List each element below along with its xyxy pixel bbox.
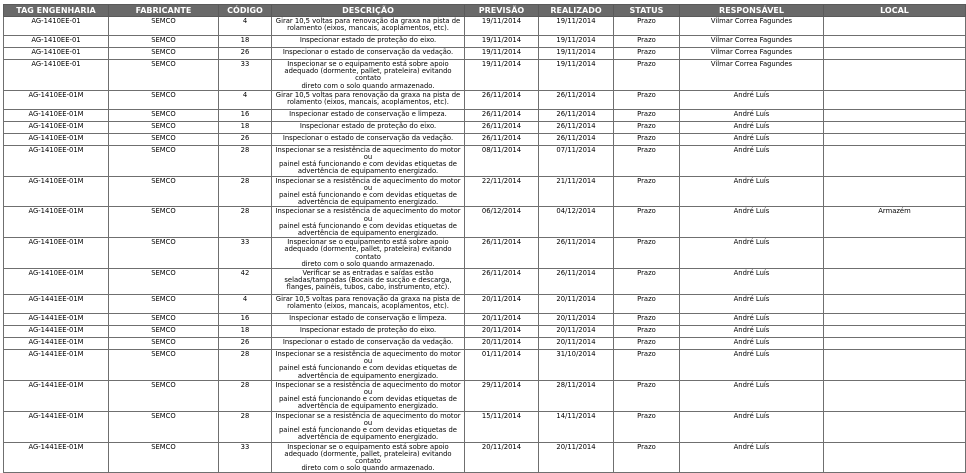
cell-fabricante: SEMCO	[109, 338, 219, 350]
cell-descricao	[272, 90, 465, 109]
description-line: advertência de equipamento energizado.	[297, 402, 439, 411]
cell-status: Prazo	[614, 269, 680, 295]
table-row[interactable]	[4, 48, 966, 60]
cell-status: Prazo	[614, 314, 680, 326]
cell-realizado: 31/10/2014	[539, 350, 614, 381]
description-line: seladas/tampadas (Bocais de sucção e descarga,	[284, 276, 452, 285]
table-row[interactable]	[4, 207, 966, 238]
cell-tag: AG-1410EE-01M	[4, 121, 109, 133]
description-line: painel está funcionando e com devidas etiquetas de	[278, 395, 457, 404]
description-line: adequado (dormente, pallet, prateleira) evitando contato	[284, 245, 452, 261]
cell-status: Prazo	[614, 145, 680, 176]
table-row[interactable]	[4, 442, 966, 473]
cell-descricao	[272, 269, 465, 295]
cell-tag: AG-1441EE-01M	[4, 380, 109, 411]
cell-descricao	[272, 60, 465, 91]
cell-responsavel: André Luís	[680, 295, 824, 314]
cell-local	[824, 314, 966, 326]
table-row[interactable]	[4, 109, 966, 121]
description-line: rolamento (eixos, mancais, acoplamentos, etc).	[287, 24, 449, 33]
cell-previsao: 20/11/2014	[465, 442, 539, 473]
cell-responsavel: André Luís	[680, 350, 824, 381]
cell-previsao: 26/11/2014	[465, 109, 539, 121]
description-line: painel está funcionando e com devidas etiquetas de	[278, 364, 457, 373]
maintenance-table-container	[3, 4, 966, 473]
cell-responsavel: André Luís	[680, 411, 824, 442]
description-line: Girar 10,5 voltas para renovação da graxa na pista de	[275, 295, 461, 304]
cell-fabricante: SEMCO	[109, 121, 219, 133]
cell-realizado: 26/11/2014	[539, 269, 614, 295]
description-line: advertência de equipamento energizado.	[297, 371, 439, 380]
cell-previsao: 19/11/2014	[465, 48, 539, 60]
description-line: Inspecionar se o equipamento está sobre apoio	[287, 442, 449, 451]
table-row[interactable]	[4, 350, 966, 381]
cell-responsavel: André Luís	[680, 207, 824, 238]
cell-previsao: 29/11/2014	[465, 380, 539, 411]
cell-descricao	[272, 207, 465, 238]
table-row[interactable]	[4, 90, 966, 109]
cell-descricao	[272, 36, 465, 48]
cell-local	[824, 48, 966, 60]
table-row[interactable]	[4, 17, 966, 36]
cell-local	[824, 326, 966, 338]
description-line: Inspecionar o estado de conservação da vedação.	[282, 338, 454, 347]
cell-descricao	[272, 176, 465, 207]
column-header-fabricante[interactable]: FABRICANTE	[109, 5, 219, 17]
cell-previsao: 19/11/2014	[465, 17, 539, 36]
cell-realizado: 19/11/2014	[539, 48, 614, 60]
cell-local	[824, 176, 966, 207]
cell-codigo: 4	[219, 90, 272, 109]
description-line: Inspecionar se a resistência de aquecimento do motor ou	[275, 176, 461, 192]
cell-responsavel: André Luís	[680, 145, 824, 176]
cell-previsao: 15/11/2014	[465, 411, 539, 442]
description-line: painel está funcionando e com devidas etiquetas de	[278, 191, 457, 200]
cell-responsavel: André Luís	[680, 133, 824, 145]
cell-fabricante: SEMCO	[109, 17, 219, 36]
description-line: painel está funcionando e com devidas etiquetas de	[278, 160, 457, 169]
table-row[interactable]	[4, 295, 966, 314]
table-row[interactable]	[4, 238, 966, 269]
cell-realizado: 20/11/2014	[539, 442, 614, 473]
column-header-realizado[interactable]: REALIZADO	[539, 5, 614, 17]
cell-codigo: 28	[219, 411, 272, 442]
cell-codigo: 26	[219, 133, 272, 145]
cell-descricao	[272, 109, 465, 121]
cell-descricao	[272, 295, 465, 314]
cell-realizado: 28/11/2014	[539, 380, 614, 411]
cell-fabricante: SEMCO	[109, 145, 219, 176]
cell-previsao: 20/11/2014	[465, 326, 539, 338]
cell-realizado: 19/11/2014	[539, 17, 614, 36]
cell-codigo: 42	[219, 269, 272, 295]
cell-tag: AG-1410EE-01	[4, 48, 109, 60]
cell-responsavel: André Luís	[680, 109, 824, 121]
cell-status: Prazo	[614, 238, 680, 269]
cell-tag: AG-1410EE-01M	[4, 207, 109, 238]
cell-realizado: 26/11/2014	[539, 238, 614, 269]
cell-tag: AG-1441EE-01M	[4, 326, 109, 338]
column-header-local[interactable]: LOCAL	[824, 5, 966, 17]
cell-tag: AG-1441EE-01M	[4, 314, 109, 326]
cell-status: Prazo	[614, 36, 680, 48]
cell-status: Prazo	[614, 338, 680, 350]
table-header-row	[4, 5, 966, 17]
table-row[interactable]	[4, 176, 966, 207]
cell-local	[824, 90, 966, 109]
cell-descricao	[272, 48, 465, 60]
cell-responsavel: André Luís	[680, 338, 824, 350]
cell-codigo: 4	[219, 17, 272, 36]
table-row[interactable]	[4, 133, 966, 145]
cell-tag: AG-1410EE-01M	[4, 145, 109, 176]
column-header-responsavel[interactable]: RESPONSÁVEL	[680, 5, 824, 17]
cell-status: Prazo	[614, 295, 680, 314]
cell-responsavel: Vilmar Correa Fagundes	[680, 60, 824, 91]
cell-realizado: 26/11/2014	[539, 90, 614, 109]
cell-codigo: 33	[219, 442, 272, 473]
cell-status: Prazo	[614, 380, 680, 411]
cell-previsao: 20/11/2014	[465, 295, 539, 314]
cell-realizado: 07/11/2014	[539, 145, 614, 176]
cell-realizado: 26/11/2014	[539, 121, 614, 133]
cell-status: Prazo	[614, 60, 680, 91]
column-header-tag[interactable]: TAG ENGENHARIA	[4, 5, 109, 17]
cell-tag: AG-1410EE-01M	[4, 238, 109, 269]
cell-status: Prazo	[614, 350, 680, 381]
description-line: Inspecionar o estado de conservação da vedação.	[282, 133, 454, 142]
description-line: Inspecionar estado de proteção do eixo.	[299, 326, 437, 335]
cell-tag: AG-1410EE-01	[4, 17, 109, 36]
cell-local	[824, 145, 966, 176]
cell-status: Prazo	[614, 133, 680, 145]
description-line: adequado (dormente, pallet, prateleira) evitando contato	[284, 67, 452, 83]
cell-status: Prazo	[614, 48, 680, 60]
description-line: direto com o solo quando armazenado.	[301, 259, 435, 268]
cell-fabricante: SEMCO	[109, 60, 219, 91]
cell-status: Prazo	[614, 109, 680, 121]
cell-previsao: 26/11/2014	[465, 269, 539, 295]
column-header-descricao[interactable]: DESCRIÇÃO	[272, 5, 465, 17]
cell-local	[824, 350, 966, 381]
cell-tag: AG-1441EE-01M	[4, 442, 109, 473]
cell-responsavel: André Luís	[680, 314, 824, 326]
cell-previsao: 19/11/2014	[465, 60, 539, 91]
cell-status: Prazo	[614, 176, 680, 207]
description-line: Inspecionar estado de proteção do eixo.	[299, 36, 437, 44]
cell-responsavel: André Luís	[680, 238, 824, 269]
cell-status: Prazo	[614, 17, 680, 36]
cell-fabricante: SEMCO	[109, 411, 219, 442]
cell-descricao	[272, 145, 465, 176]
cell-descricao	[272, 442, 465, 473]
description-line: advertência de equipamento energizado.	[297, 198, 439, 207]
table-row[interactable]	[4, 380, 966, 411]
cell-status: Prazo	[614, 442, 680, 473]
cell-descricao	[272, 380, 465, 411]
cell-codigo: 26	[219, 338, 272, 350]
cell-previsao: 06/12/2014	[465, 207, 539, 238]
cell-descricao	[272, 133, 465, 145]
cell-codigo: 33	[219, 238, 272, 269]
cell-realizado: 26/11/2014	[539, 133, 614, 145]
table-row[interactable]	[4, 60, 966, 91]
cell-codigo: 18	[219, 121, 272, 133]
cell-fabricante: SEMCO	[109, 207, 219, 238]
cell-responsavel: Vilmar Correa Fagundes	[680, 48, 824, 60]
cell-fabricante: SEMCO	[109, 326, 219, 338]
cell-realizado: 21/11/2014	[539, 176, 614, 207]
cell-local	[824, 60, 966, 91]
cell-codigo: 18	[219, 326, 272, 338]
cell-local	[824, 338, 966, 350]
cell-descricao	[272, 338, 465, 350]
cell-previsao: 26/11/2014	[465, 90, 539, 109]
cell-tag: AG-1410EE-01	[4, 36, 109, 48]
cell-descricao	[272, 326, 465, 338]
description-line: direto com o solo quando armazenado.	[301, 464, 435, 473]
cell-fabricante: SEMCO	[109, 442, 219, 473]
cell-previsao: 19/11/2014	[465, 36, 539, 48]
description-line: Inspecionar se a resistência de aquecimento do motor ou	[275, 145, 461, 162]
description-line: Inspecionar se a resistência de aquecimento do motor ou	[275, 380, 461, 397]
cell-local	[824, 17, 966, 36]
table-row[interactable]	[4, 145, 966, 176]
cell-codigo: 16	[219, 314, 272, 326]
table-row[interactable]	[4, 338, 966, 350]
cell-local: Armazém	[824, 207, 966, 238]
cell-responsavel: André Luís	[680, 90, 824, 109]
cell-responsavel: André Luís	[680, 176, 824, 207]
cell-codigo: 26	[219, 48, 272, 60]
column-header-previsao[interactable]: PREVISÃO	[465, 5, 539, 17]
cell-codigo: 28	[219, 350, 272, 381]
cell-realizado: 20/11/2014	[539, 314, 614, 326]
cell-local	[824, 36, 966, 48]
cell-realizado: 20/11/2014	[539, 295, 614, 314]
cell-local	[824, 121, 966, 133]
cell-codigo: 28	[219, 145, 272, 176]
cell-fabricante: SEMCO	[109, 133, 219, 145]
cell-codigo: 18	[219, 36, 272, 48]
description-line: Inspecionar estado de proteção do eixo.	[299, 121, 437, 130]
cell-descricao	[272, 121, 465, 133]
cell-fabricante: SEMCO	[109, 314, 219, 326]
cell-status: Prazo	[614, 90, 680, 109]
cell-fabricante: SEMCO	[109, 109, 219, 121]
description-line: Inspecionar se a resistência de aquecimento do motor ou	[275, 350, 461, 366]
table-row[interactable]	[4, 269, 966, 295]
table-row[interactable]	[4, 36, 966, 48]
cell-realizado: 20/11/2014	[539, 338, 614, 350]
cell-tag: AG-1410EE-01M	[4, 109, 109, 121]
cell-fabricante: SEMCO	[109, 295, 219, 314]
description-line: Inspecionar estado de conservação e limpeza.	[289, 314, 447, 323]
cell-responsavel: Vilmar Correa Fagundes	[680, 36, 824, 48]
cell-codigo: 28	[219, 207, 272, 238]
cell-realizado: 04/12/2014	[539, 207, 614, 238]
description-line: rolamento (eixos, mancais, acoplamentos, etc).	[287, 98, 449, 107]
cell-codigo: 33	[219, 60, 272, 91]
cell-realizado: 19/11/2014	[539, 36, 614, 48]
cell-tag: AG-1441EE-01M	[4, 411, 109, 442]
cell-previsao: 26/11/2014	[465, 121, 539, 133]
cell-responsavel: André Luís	[680, 380, 824, 411]
cell-codigo: 28	[219, 380, 272, 411]
cell-responsavel: André Luís	[680, 326, 824, 338]
cell-fabricante: SEMCO	[109, 238, 219, 269]
cell-tag: AG-1410EE-01M	[4, 176, 109, 207]
cell-status: Prazo	[614, 207, 680, 238]
description-line: Inspecionar o estado de conservação da vedação.	[282, 48, 454, 56]
cell-local	[824, 295, 966, 314]
description-line: painel está funcionando e com devidas etiquetas de	[278, 221, 457, 230]
cell-realizado: 26/11/2014	[539, 109, 614, 121]
cell-responsavel: Vilmar Correa Fagundes	[680, 17, 824, 36]
description-line: Inspecionar se a resistência de aquecimento do motor ou	[275, 207, 461, 223]
cell-fabricante: SEMCO	[109, 176, 219, 207]
table-body	[4, 17, 966, 473]
cell-tag: AG-1410EE-01	[4, 60, 109, 91]
cell-local	[824, 133, 966, 145]
cell-local	[824, 238, 966, 269]
table-row[interactable]	[4, 326, 966, 338]
cell-previsao: 26/11/2014	[465, 238, 539, 269]
cell-tag: AG-1441EE-01M	[4, 350, 109, 381]
description-line: Inspecionar se o equipamento está sobre apoio	[287, 238, 449, 247]
cell-descricao	[272, 314, 465, 326]
cell-previsao: 01/11/2014	[465, 350, 539, 381]
cell-realizado: 19/11/2014	[539, 60, 614, 91]
description-line: adequado (dormente, pallet, prateleira) evitando contato	[284, 449, 452, 465]
description-line: advertência de equipamento energizado.	[297, 167, 439, 176]
cell-local	[824, 269, 966, 295]
cell-fabricante: SEMCO	[109, 350, 219, 381]
description-line: advertência de equipamento energizado.	[297, 433, 439, 442]
cell-fabricante: SEMCO	[109, 269, 219, 295]
description-line: Inspecionar se a resistência de aquecimento do motor ou	[275, 411, 461, 427]
cell-tag: AG-1441EE-01M	[4, 295, 109, 314]
cell-descricao	[272, 350, 465, 381]
cell-local	[824, 442, 966, 473]
cell-previsao: 20/11/2014	[465, 314, 539, 326]
cell-tag: AG-1410EE-01M	[4, 90, 109, 109]
cell-fabricante: SEMCO	[109, 36, 219, 48]
cell-tag: AG-1410EE-01M	[4, 133, 109, 145]
cell-fabricante: SEMCO	[109, 48, 219, 60]
cell-realizado: 20/11/2014	[539, 326, 614, 338]
cell-realizado: 14/11/2014	[539, 411, 614, 442]
column-header-codigo[interactable]: CÓDIGO	[219, 5, 272, 17]
cell-descricao	[272, 17, 465, 36]
column-header-status[interactable]: STATUS	[614, 5, 680, 17]
cell-local	[824, 380, 966, 411]
cell-status: Prazo	[614, 326, 680, 338]
cell-previsao: 26/11/2014	[465, 133, 539, 145]
description-line: direto com o solo quando armazenado.	[301, 81, 435, 90]
cell-previsao: 22/11/2014	[465, 176, 539, 207]
cell-responsavel: André Luís	[680, 121, 824, 133]
cell-codigo: 16	[219, 109, 272, 121]
cell-previsao: 08/11/2014	[465, 145, 539, 176]
cell-previsao: 20/11/2014	[465, 338, 539, 350]
maintenance-table	[3, 4, 966, 473]
cell-codigo: 28	[219, 176, 272, 207]
cell-local	[824, 109, 966, 121]
cell-tag: AG-1410EE-01M	[4, 269, 109, 295]
description-line: rolamento (eixos, mancais, acoplamentos, etc).	[287, 302, 449, 311]
description-line: Girar 10,5 voltas para renovação da graxa na pista de	[275, 90, 461, 99]
cell-fabricante: SEMCO	[109, 90, 219, 109]
cell-responsavel: André Luís	[680, 442, 824, 473]
cell-status: Prazo	[614, 121, 680, 133]
cell-codigo: 4	[219, 295, 272, 314]
cell-fabricante: SEMCO	[109, 380, 219, 411]
description-line: flanges, painéis, tubos, cabo, instrumento, etc).	[286, 283, 450, 292]
table-row[interactable]	[4, 314, 966, 326]
description-line: Girar 10,5 voltas para renovação da graxa na pista de	[275, 17, 461, 25]
table-row[interactable]	[4, 121, 966, 133]
cell-responsavel: André Luís	[680, 269, 824, 295]
description-line: painel está funcionando e com devidas etiquetas de	[278, 426, 457, 435]
cell-status: Prazo	[614, 411, 680, 442]
description-line: advertência de equipamento energizado.	[297, 229, 439, 238]
cell-descricao	[272, 238, 465, 269]
description-line: Verificar se as entradas e saídas estão	[302, 269, 434, 278]
cell-tag: AG-1441EE-01M	[4, 338, 109, 350]
description-line: Inspecionar se o equipamento está sobre apoio	[287, 60, 449, 68]
description-line: Inspecionar estado de conservação e limpeza.	[289, 109, 447, 118]
